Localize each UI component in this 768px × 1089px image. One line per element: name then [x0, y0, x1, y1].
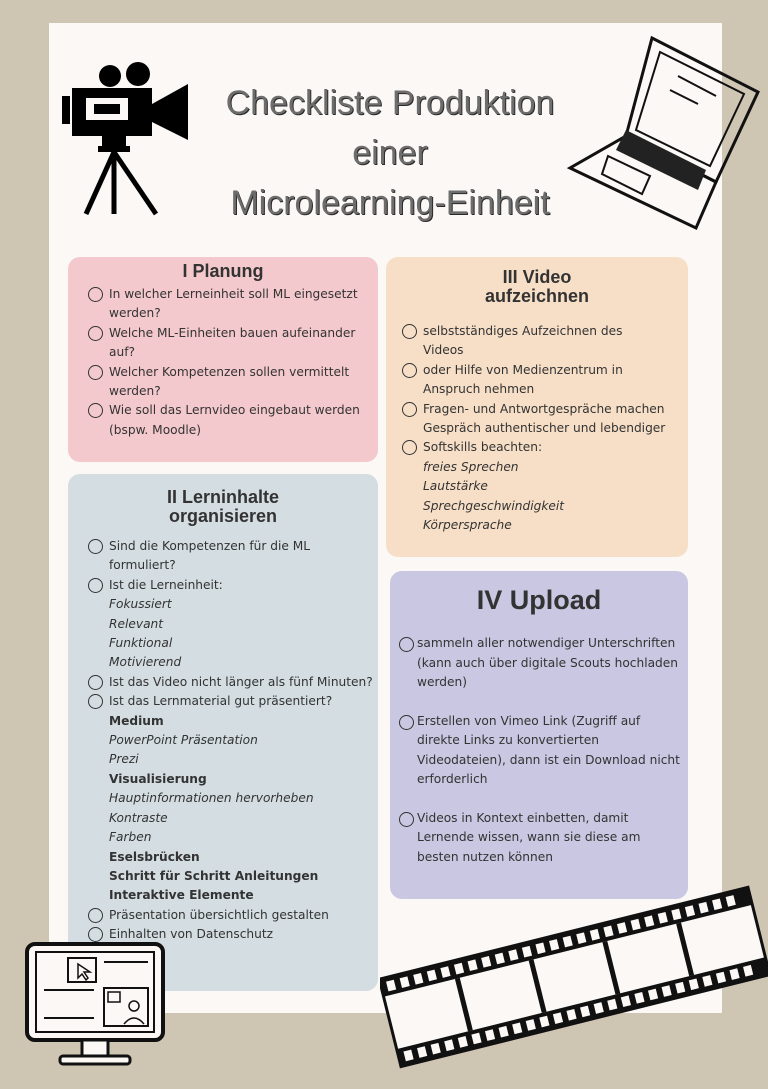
- computer-monitor-icon: [24, 940, 166, 1070]
- checklist-item[interactable]: Wie soll das Lernvideo eingebaut werden: [87, 401, 372, 420]
- checklist-subitem: Farben: [109, 830, 152, 845]
- video-camera-icon: [58, 60, 192, 220]
- checklist-item[interactable]: Ist die Lerneinheit:: [87, 576, 377, 595]
- checklist-subitem: auf?: [109, 345, 135, 360]
- section-upload: [390, 571, 688, 899]
- checklist-item[interactable]: Ist das Lernmaterial gut präsentiert?: [87, 692, 377, 711]
- film-strip-icon: [380, 880, 768, 1070]
- checklist-item[interactable]: sammeln aller notwendiger Unterschriften (kann auch über digitale Scouts hochladen werden): [399, 634, 684, 693]
- title-line-1: Checkliste Produktion: [225, 84, 555, 122]
- checklist: [87, 285, 372, 440]
- checklist-subitem: Kontraste: [109, 810, 168, 825]
- checklist-subitem: Medium: [109, 713, 164, 728]
- checklist-subitem: Videos: [423, 343, 464, 358]
- checklist-item[interactable]: Welche ML-Einheiten bauen aufeinander: [87, 324, 372, 343]
- checklist-subitem: Interaktive Elemente: [109, 888, 254, 903]
- checklist: [401, 322, 686, 535]
- checklist-item[interactable]: Präsentation übersichtlich gestalten: [87, 906, 377, 925]
- checklist-subitem: werden?: [109, 306, 161, 321]
- section-planung: [68, 257, 378, 462]
- checklist-item[interactable]: selbstständiges Aufzeichnen des: [401, 322, 686, 341]
- page-title: [190, 78, 590, 228]
- checklist-subitem: Relevant: [109, 616, 164, 631]
- section-heading: [386, 257, 688, 306]
- checklist-item[interactable]: oder Hilfe von Medienzentrum in: [401, 361, 686, 380]
- section-video-aufzeichnen: [386, 257, 688, 557]
- checklist-subitem: Anspruch nehmen: [423, 382, 535, 397]
- laptop-icon: [566, 32, 764, 232]
- checklist-subitem: Hauptinformationen hervorheben: [109, 791, 314, 806]
- checklist-item[interactable]: Softskills beachten:: [401, 438, 686, 457]
- checklist-subitem: werden?: [109, 384, 161, 399]
- section-heading: IV Upload: [476, 585, 602, 615]
- section-heading: I Planung: [182, 261, 264, 281]
- checklist-subitem: Motivierend: [109, 655, 182, 670]
- checklist-item[interactable]: Videos in Kontext einbetten, damit Lernende wissen, wann sie diese am besten nutzen können: [399, 809, 684, 868]
- checklist-item[interactable]: Erstellen von Vimeo Link (Zugriff auf direkte Links zu konvertierten Videodateien), dann ist ein Download nicht erforderlich: [399, 712, 684, 790]
- section-heading-line: aufzeichnen: [484, 286, 590, 306]
- checklist-subitem: Körpersprache: [423, 518, 512, 533]
- checklist-subitem: Funktional: [109, 636, 173, 651]
- checklist-subitem: Visualisierung: [109, 771, 207, 786]
- checklist-item[interactable]: In welcher Lerneinheit soll ML eingesetzt: [87, 285, 372, 304]
- section-heading: [68, 474, 378, 526]
- section-heading-line: organisieren: [168, 506, 278, 526]
- checklist-subitem: Fokussiert: [109, 597, 172, 612]
- checklist-subitem: (bspw. Moodle): [109, 422, 201, 437]
- checklist-subitem: Prezi: [109, 752, 139, 767]
- checklist-subitem: Gespräch authentischer und lebendiger: [423, 421, 666, 436]
- checklist-subitem: Lautstärke: [423, 479, 488, 494]
- checklist-item[interactable]: Welcher Kompetenzen sollen vermittelt: [87, 363, 372, 382]
- checklist-subitem: Sprechgeschwindigkeit: [423, 498, 565, 513]
- title-line-2: einer: [352, 134, 428, 172]
- checklist-item[interactable]: Sind die Kompetenzen für die ML: [87, 537, 377, 556]
- section-lerninhalte: [68, 474, 378, 991]
- checklist-subitem: formuliert?: [109, 558, 176, 573]
- checklist-subitem: Eselsbrücken: [109, 849, 200, 864]
- checklist-item[interactable]: Ist das Video nicht länger als fünf Minuten?: [87, 673, 377, 692]
- checklist-subitem: PowerPoint Präsentation: [109, 733, 258, 748]
- title-line-3: Microlearning-Einheit: [230, 184, 550, 222]
- checklist-subitem: freies Sprechen: [423, 459, 519, 474]
- checklist: [399, 634, 684, 886]
- section-heading-line: II Lerninhalte: [166, 487, 280, 507]
- checklist-item[interactable]: Einhalten von Datenschutz: [87, 925, 377, 944]
- checklist: [87, 537, 377, 945]
- checklist-item[interactable]: Fragen- und Antwortgespräche machen: [401, 400, 686, 419]
- checklist-subitem: Schritt für Schritt Anleitungen: [109, 868, 319, 883]
- section-heading-line: III Video: [502, 267, 572, 287]
